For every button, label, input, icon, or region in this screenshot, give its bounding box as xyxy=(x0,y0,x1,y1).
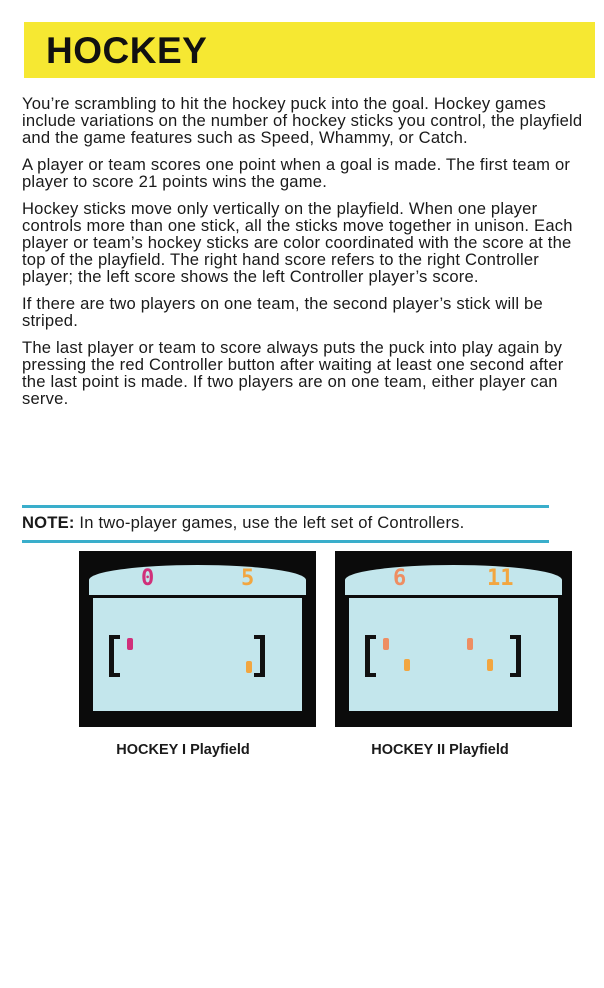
left-score: 6 xyxy=(393,566,407,591)
paragraph: Hockey sticks move only vertically on the playfield. When one player controls more than one stick, all the sticks move together in unison. Each player or team’s hockey sticks are color coordinated with the score at the top of the playfield. The right hand score refers to the right Controller player; the left score shows the left Controller player’s score. xyxy=(22,199,573,286)
title-bar xyxy=(24,22,595,78)
right-stick-1 xyxy=(467,638,473,650)
score-bar xyxy=(345,565,562,595)
right-goal xyxy=(516,635,521,677)
divider-top xyxy=(22,505,549,508)
note-text: In two-player games, use the left set of Controllers. xyxy=(74,513,465,532)
hockey-1-caption: HOCKEY I Playfield xyxy=(116,742,250,758)
left-stick-1 xyxy=(383,638,389,650)
divider-bottom xyxy=(22,540,549,543)
hockey-2-caption: HOCKEY II Playfield xyxy=(371,742,509,758)
page-title: HOCKEY xyxy=(46,30,208,71)
right-score: 5 xyxy=(241,566,255,591)
right-score: 11 xyxy=(487,566,514,591)
body-text xyxy=(22,95,590,417)
right-stick xyxy=(246,661,252,673)
playfield-screen xyxy=(93,598,302,711)
paragraph: The last player or team to score always puts the puck into play again by pressing the red Controller button after waiting at least one second after the last point is made. If two players are on one team, either player can serve. xyxy=(22,338,564,408)
left-goal xyxy=(365,635,370,677)
right-goal xyxy=(260,635,265,677)
hockey-1-playfield xyxy=(79,551,316,727)
right-stick-2 xyxy=(487,659,493,671)
paragraph: If there are two players on one team, the second player’s stick will be striped. xyxy=(22,294,543,330)
left-score: 0 xyxy=(141,566,155,591)
paragraph: A player or team scores one point when a goal is made. The first team or player to score 21 points wins the game. xyxy=(22,155,571,191)
paragraph: You’re scrambling to hit the hockey puck into the goal. Hockey games include variations on the number of hockey sticks you control, the playfield and the game features such as Speed, Whammy, or Catch. xyxy=(22,94,583,147)
note-label: NOTE: xyxy=(22,513,75,532)
left-goal xyxy=(109,635,114,677)
left-stick xyxy=(127,638,133,650)
note xyxy=(22,513,465,533)
score-bar xyxy=(89,565,306,595)
left-stick-2 xyxy=(404,659,410,671)
playfield-screen xyxy=(349,598,558,711)
hockey-2-playfield xyxy=(335,551,572,727)
